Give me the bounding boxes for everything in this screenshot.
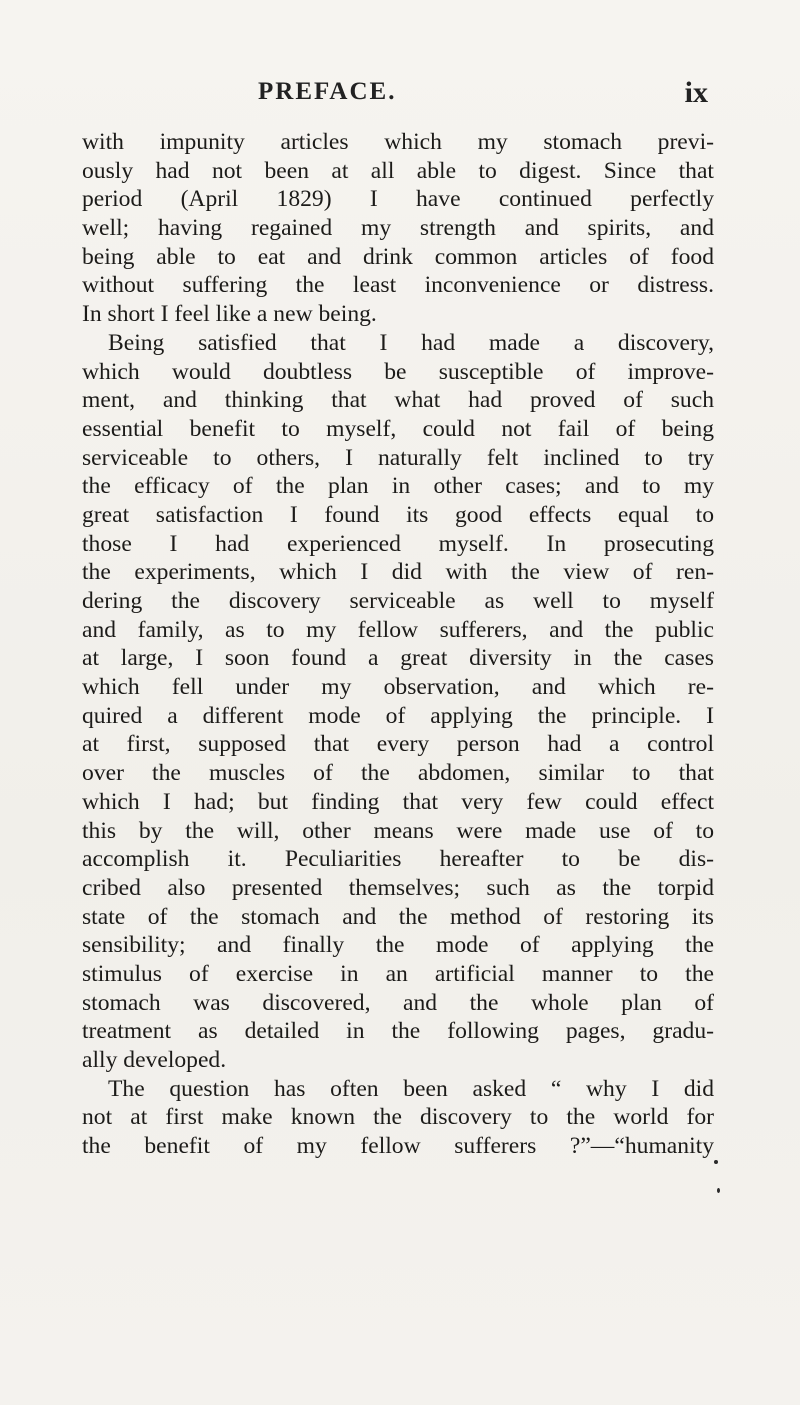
running-head — [90, 78, 708, 118]
text-line: the benefit of my fellow sufferers ?”—“humanity — [82, 1133, 714, 1160]
text-line: great satisfaction I found its good effects equal to — [82, 501, 714, 528]
text-line: treatment as detailed in the following pages, gradu- — [82, 1018, 714, 1045]
running-head-title: PREFACE. — [258, 78, 397, 105]
text-line: this by the will, other means were made use of to — [82, 817, 714, 844]
text-line: stomach was discovered, and the whole plan of — [82, 989, 714, 1016]
paragraph-start-line: Being satisfied that I had made a discovery, — [108, 329, 714, 356]
text-line: well; having regained my strength and spirits, and — [82, 215, 714, 242]
text-line: without suffering the least inconvenience or distress. — [82, 272, 714, 299]
text-line: ously had not been at all able to digest. Since that — [82, 157, 714, 184]
paragraph-start-line: The question has often been asked “ why I did — [108, 1075, 714, 1102]
body-text — [82, 128, 714, 1161]
text-line: ally developed. — [82, 1047, 227, 1073]
text-line: being able to eat and drink common articles of food — [82, 243, 714, 270]
text-line: ment, and thinking that what had proved of such — [82, 387, 714, 414]
text-line: not at first make known the discovery to the world for — [82, 1104, 714, 1131]
text-line: stimulus of exercise in an artificial manner to the — [82, 960, 714, 987]
text-line: which fell under my observation, and which re- — [82, 674, 714, 701]
text-line: sensibility; and finally the mode of applying the — [82, 932, 714, 959]
text-line: period (April 1829) I have continued perfectly — [82, 186, 714, 213]
text-line: essential benefit to myself, could not fail of being — [82, 415, 714, 442]
text-line: the experiments, which I did with the view of ren- — [82, 559, 714, 586]
text-line: which would doubtless be susceptible of improve- — [82, 358, 714, 385]
text-line: at first, supposed that every person had a control — [82, 731, 714, 758]
text-line: accomplish it. Peculiarities hereafter to be dis- — [82, 846, 714, 873]
text-line: which I had; but finding that very few could effect — [82, 788, 714, 815]
text-line: those I had experienced myself. In prosecuting — [82, 530, 714, 557]
ink-speck — [717, 1188, 720, 1193]
text-line: state of the stomach and the method of restoring its — [82, 903, 714, 930]
text-line: with impunity articles which my stomach previ- — [82, 129, 714, 155]
page-number: ix — [684, 76, 708, 109]
text-line: the efficacy of the plan in other cases; and to my — [82, 473, 714, 500]
text-line: dering the discovery serviceable as well to myself — [82, 588, 714, 614]
text-line: over the muscles of the abdomen, similar to that — [82, 760, 714, 787]
ink-speck — [714, 1160, 718, 1164]
text-line: and family, as to my fellow sufferers, and the public — [82, 616, 714, 643]
text-line: In short I feel like a new being. — [82, 301, 377, 328]
text-line: quired a different mode of applying the principle. I — [82, 702, 714, 729]
text-line: at large, I soon found a great diversity in the cases — [82, 645, 714, 672]
text-line: serviceable to others, I naturally felt inclined to try — [82, 444, 714, 471]
text-line: cribed also presented themselves; such as the torpid — [82, 874, 714, 901]
